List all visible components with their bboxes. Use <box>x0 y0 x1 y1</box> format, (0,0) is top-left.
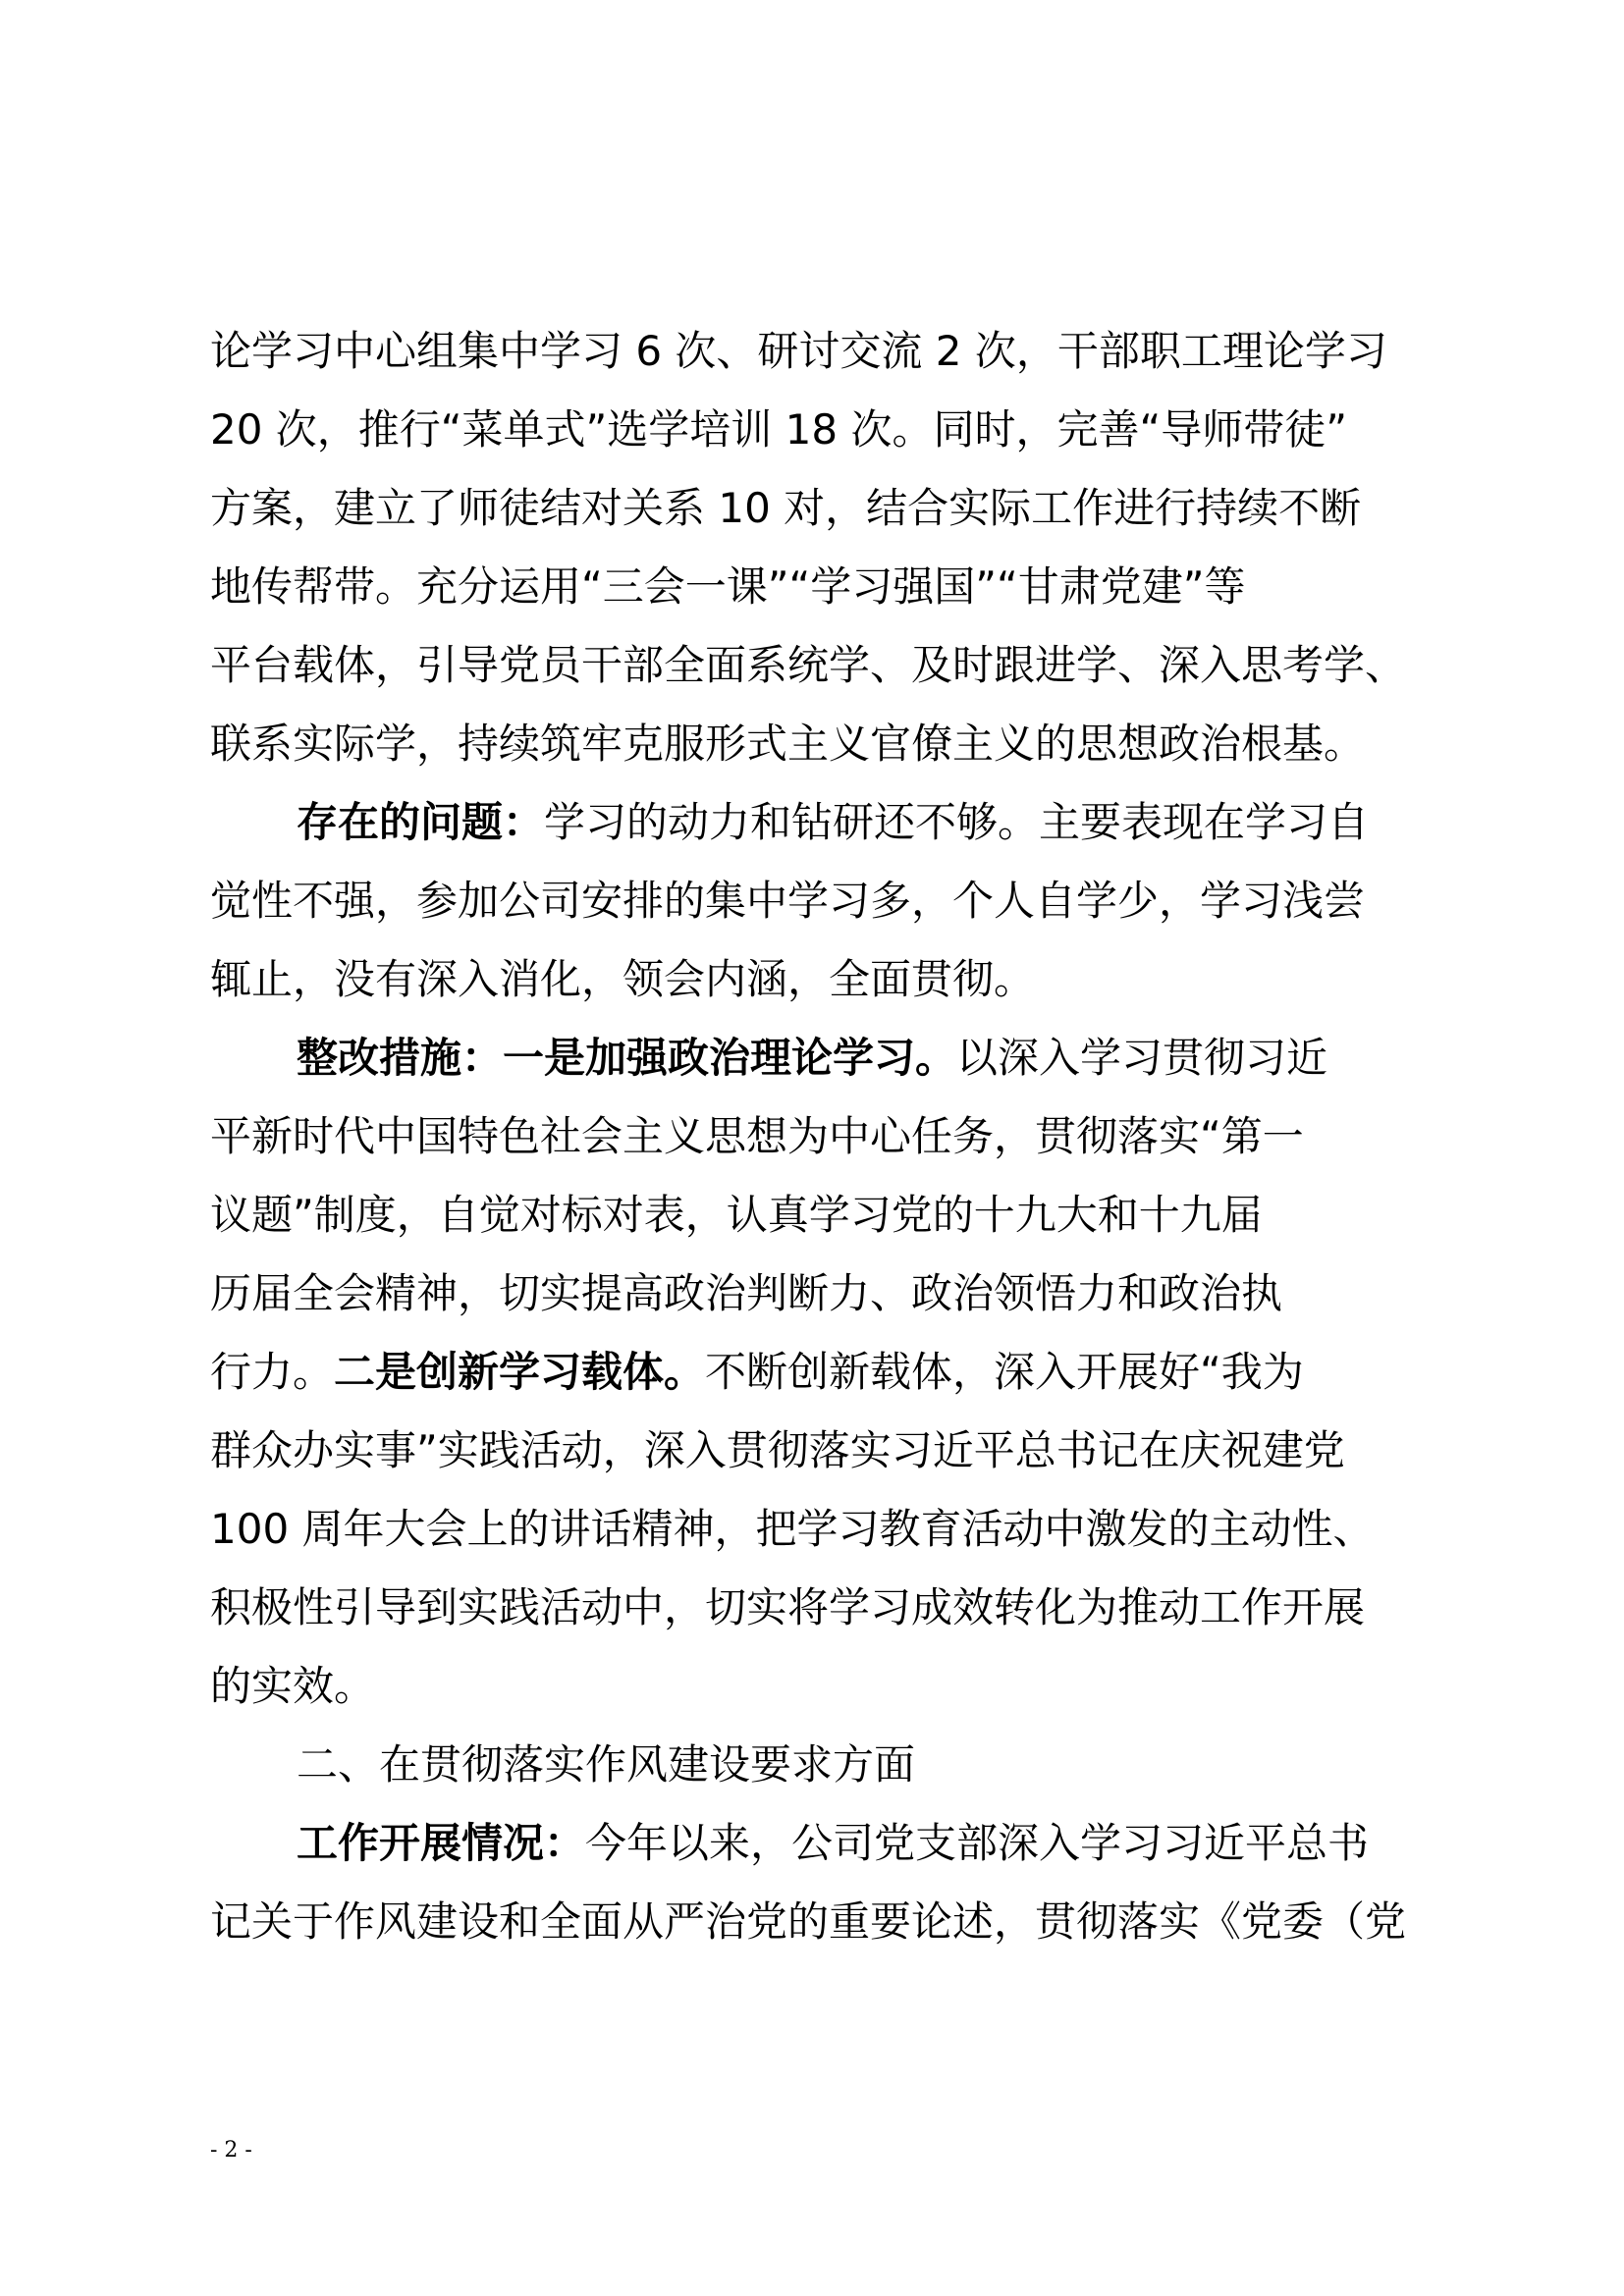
page-number: - 2 - <box>210 2138 252 2163</box>
text-run: 学习的动力和钻研还不够。主要表现在学习自 <box>544 798 1370 846</box>
text-line: 联系实际学，持续筑牢克服形式主义官僚主义的思想政治根基。 <box>210 720 1366 768</box>
text-line: 20 次，推行“菜单式”选学培训 18 次。同时，完善“导师带徒” <box>210 405 1347 454</box>
paragraph-problems <box>210 783 1516 862</box>
text-run: 以深入学习贯彻习近 <box>956 1034 1328 1082</box>
text-line: 的实效。 <box>210 1662 376 1710</box>
text-line: 地传帮带。充分运用“三会一课”“学习强国”“甘肃党建”等 <box>210 562 1246 611</box>
heading-work-status: 工作开展情况： <box>297 1819 586 1867</box>
heading-measures: 整改措施：一是加强政治理论学习。 <box>297 1034 957 1082</box>
heading-problems: 存在的问题： <box>297 798 545 846</box>
text-line: 100 周年大会上的讲话精神，把学习教育活动中激发的主动性、 <box>210 1505 1375 1553</box>
text-line: 论学习中心组集中学习 6 次、研讨交流 2 次，干部职工理论学习 <box>210 327 1387 375</box>
text-line: 群众办实事”实践活动，深入贯彻落实习近平总书记在庆祝建党 <box>210 1426 1345 1474</box>
text-line: 历届全会精神，切实提高政治判断力、政治领悟力和政治执 <box>210 1269 1283 1317</box>
paragraph-work-status <box>210 1804 1516 1883</box>
text-line-mixed <box>210 1333 1516 1412</box>
text-run: 行力。 <box>210 1348 335 1396</box>
text-line: 议题”制度，自觉对标对表，认真学习党的十九大和十九届 <box>210 1191 1263 1239</box>
text-line: 方案，建立了师徒结对关系 10 对，结合实际工作进行持续不断 <box>210 484 1362 532</box>
text-run: 今年以来，公司党支部深入学习习近平总书 <box>585 1819 1370 1867</box>
text-line: 觉性不强，参加公司安排的集中学习多，个人自学少，学习浅尝 <box>210 877 1366 925</box>
text-run: 不断创新载体，深入开展好“我为 <box>705 1348 1304 1396</box>
heading-innovate: 二是创新学习载体。 <box>334 1348 706 1396</box>
text-line: 辄止，没有深入消化，领会内涵，全面贯彻。 <box>210 955 1036 1003</box>
text-line: 记关于作风建设和全面从严治党的重要论述，贯彻落实《党委（党 <box>210 1897 1407 1946</box>
text-line: 平新时代中国特色社会主义思想为中心任务，贯彻落实“第一 <box>210 1112 1304 1160</box>
paragraph-measures <box>210 1019 1516 1097</box>
text-line: 平台载体，引导党员干部全面系统学、及时跟进学、深入思考学、 <box>210 641 1407 689</box>
text-line: 积极性引导到实践活动中，切实将学习成效转化为推动工作开展 <box>210 1583 1366 1631</box>
section-heading: 二、在贯彻落实作风建设要求方面 <box>297 1740 916 1789</box>
body-text <box>210 312 1516 1961</box>
